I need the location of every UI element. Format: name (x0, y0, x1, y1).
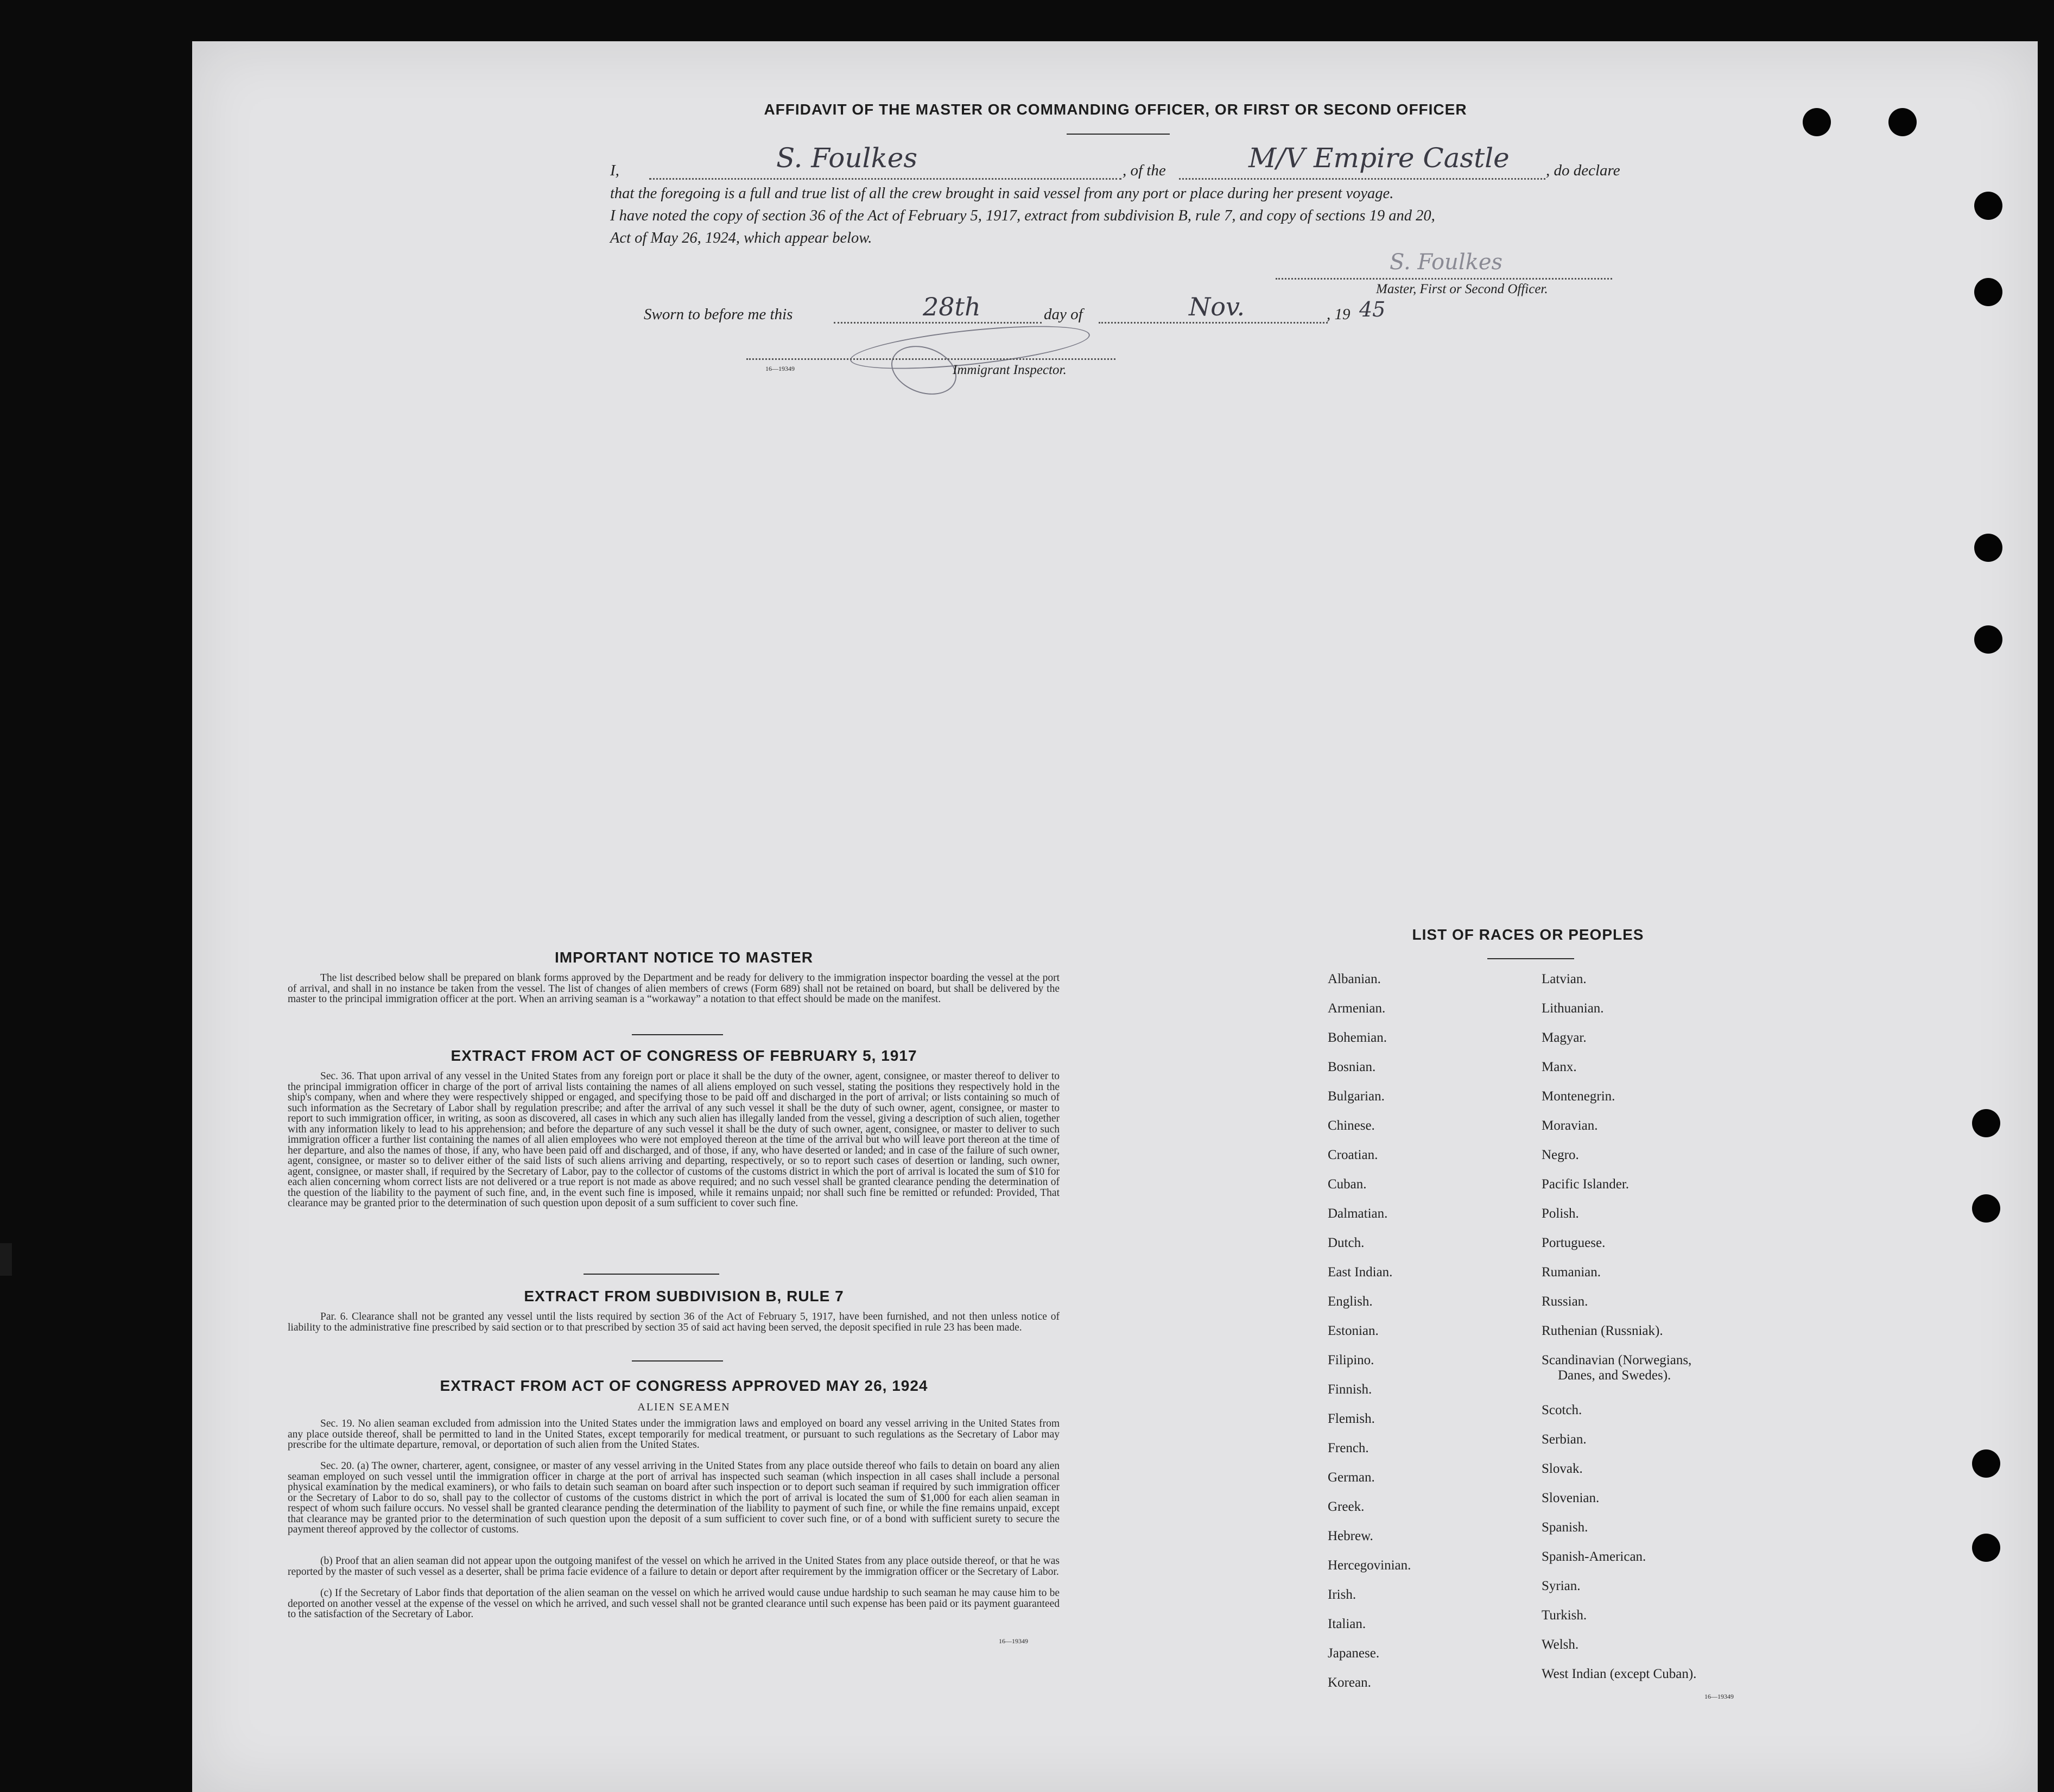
race-entry: Syrian. (1542, 1579, 1581, 1593)
race-entry: Russian. (1542, 1294, 1588, 1309)
race-entry: French. (1328, 1441, 1369, 1455)
do-declare-label: , do declare (1546, 162, 1620, 179)
sec20b-body: (b) Proof that an alien seaman did not appear upon the outgoing manifest of the vessel on which he arrived in the United States from any place outside thereof, or that he was reported by the master of such vessel as a deserter, shall be prima facie evidence of a failure to detain or deport after requirement by the immigration officer or the Secretary of Labor. (288, 1555, 1060, 1578)
of-the-label: , of the (1123, 162, 1166, 179)
race-entry: Scandinavian (Norwegians, (1542, 1353, 1692, 1367)
race-entry: Dalmatian. (1328, 1206, 1388, 1221)
extract-rule7-title: EXTRACT FROM SUBDIVISION B, RULE 7 (524, 1288, 844, 1305)
race-entry: Bosnian. (1328, 1060, 1376, 1074)
race-entry: Filipino. (1328, 1353, 1374, 1367)
race-entry: Lithuanian. (1542, 1001, 1604, 1016)
race-entry: Welsh. (1542, 1637, 1579, 1652)
races-title: LIST OF RACES OR PEOPLES (1412, 926, 1644, 943)
race-entry: Croatian. (1328, 1148, 1378, 1162)
extract-1917-body: Sec. 36. That upon arrival of any vessel in the United States from any foreign port or place it shall be the duty of the owner, agent, consignee, or master thereof to deliver to the principal immigration officer in charge of the port of arrival lists containing the names of all aliens employed on such vessel, stating the positions they respectively hold in the ship's company, when and where they were respectively shipped or engaged, and specifying those to be paid off and discharged in the port of arrival; or lists containing so much of such information as the Secretary of Labor shall by regulation prescribe; and after the arrival of any such vessel it shall be the duty of such owner, agent, consignee, or master to report to such immigration officer, in writing, as soon as discovered, all cases in which any such alien has illegally landed from the vessel, giving a description of such alien, together with any information likely to lead to his apprehension; and before the departure of any such vessel it shall be the duty of such owner, agent, consignee, or master to deliver to such immigration officer a further list containing the names of all alien employees who were not employed thereon at the time of the arrival but who will leave port thereon at the time of her departure, and also the names of those, if any, who have been paid off and discharged, and of those, if any, who have deserted or landed; and in case of the failure of such owner, agent, consignee, or master so to deliver either of the said lists of such aliens arriving and departing, respectively, or so to report such cases of desertion or landing, such owner, agent, consignee, or master shall, if required by the Secretary of Labor, pay to the collector of customs of the customs district in which the port of arrival is located the sum of $10 for each alien concerning whom correct lists are not delivered or a true report is not made as above required; and no such vessel shall be granted clearance pending the determination of the question of the liability to the payment of such fine, and, in the event such fine is imposed, while it remains unpaid; nor shall such fine be remitted or refunded: Provided, That clearance may be granted prior to the determination of such question upon deposit of a sum sufficient to cover such fine. (288, 1071, 1060, 1209)
race-entry: Finnish. (1328, 1382, 1372, 1397)
year-suffix: 45 (1359, 297, 1386, 321)
race-entry: Flemish. (1328, 1411, 1375, 1426)
vessel-name: M/V Empire Castle (1248, 142, 1510, 174)
race-entry: English. (1328, 1294, 1373, 1309)
master-name-line (649, 178, 1121, 180)
divider (584, 1274, 719, 1275)
race-entry: Polish. (1542, 1206, 1579, 1221)
race-entry: Turkish. (1542, 1608, 1587, 1623)
notice-body: The list described below shall be prepared on blank forms approved by the Department and be ready for delivery to the immigration inspector boarding the vessel at the port of arrival, and shall in no instance be taken from the vessel. The list of changes of alien members of crews (Form 689) shall not be retained on board, but shall be delivered by the master to the principal immigration officer at the port. When an arriving seaman is a “workaway” a notation to that effect should be made on the manifest. (288, 972, 1060, 1005)
sworn-month: Nov. (1189, 292, 1245, 321)
race-entry: Ruthenian (Russniak). (1542, 1324, 1663, 1338)
form-number-bottom-left: 16—19349 (999, 1637, 1028, 1645)
race-entry: Portuguese. (1542, 1236, 1606, 1250)
race-entry: Japanese. (1328, 1646, 1380, 1661)
races-divider (1487, 958, 1574, 959)
punch-hole (1974, 278, 2002, 306)
sec19-body: Sec. 19. No alien seaman excluded from admission into the United States under the immigration laws and employed on board any vessel arriving in the United States from any place outside thereof, shall be permitted to land in the United States, except temporarily for medical treatment, or pursuant to such regulations as the Secretary of Labor may prescribe for the ultimate departure, removal, or deportation of such alien from the United States. (288, 1418, 1060, 1451)
race-entry: Dutch. (1328, 1236, 1365, 1250)
race-entry: Rumanian. (1542, 1265, 1601, 1280)
race-entry: Korean. (1328, 1675, 1371, 1690)
inspector-line (746, 358, 1115, 360)
race-entry: Cuban. (1328, 1177, 1367, 1192)
day-of-label: day of (1044, 306, 1083, 323)
master-signature: S. Foulkes (1390, 250, 1503, 275)
race-entry: Hercegovinian. (1328, 1558, 1411, 1573)
divider (632, 1360, 723, 1362)
race-entry: Chinese. (1328, 1118, 1375, 1133)
punch-hole (1974, 192, 2002, 220)
punch-hole (1974, 534, 2002, 562)
affidavit-line-4: Act of May 26, 1924, which appear below. (610, 230, 872, 246)
race-entry: Spanish-American. (1542, 1549, 1646, 1564)
form-number-bottom-right: 16—19349 (1704, 1693, 1734, 1700)
race-entry: Magyar. (1542, 1030, 1587, 1045)
race-entry: West Indian (except Cuban). (1542, 1667, 1697, 1681)
vessel-name-line (1179, 178, 1545, 180)
race-entry: Bulgarian. (1328, 1089, 1385, 1104)
race-entry: Moravian. (1542, 1118, 1598, 1133)
alien-seamen-subtitle: ALIEN SEAMEN (637, 1401, 731, 1413)
race-entry: Albanian. (1328, 972, 1381, 986)
extract-1917-title: EXTRACT FROM ACT OF CONGRESS OF FEBRUARY 5, 1917 (451, 1047, 917, 1064)
race-entry: Bohemian. (1328, 1030, 1387, 1045)
race-entry: Italian. (1328, 1617, 1366, 1631)
punch-hole (1972, 1194, 2000, 1223)
race-entry: Scotch. (1542, 1403, 1582, 1417)
affidavit-line-2: that the foregoing is a full and true list of all the crew brought in said vessel from any port or place during her present voyage. (610, 185, 1394, 202)
race-entry: German. (1328, 1470, 1375, 1485)
signature-line (1276, 278, 1612, 280)
affidavit-i: I, (610, 162, 619, 179)
affidavit-line-3: I have noted the copy of section 36 of the Act of February 5, 1917, extract from subdivision B, rule 7, and copy of sections 19 and 20, (610, 207, 1435, 224)
form-number-top: 16—19349 (765, 365, 795, 372)
race-entry-continued: Danes, and Swedes). (1558, 1368, 1671, 1383)
race-entry: Estonian. (1328, 1324, 1379, 1338)
extract-1924-title: EXTRACT FROM ACT OF CONGRESS APPROVED MAY 26, 1924 (440, 1377, 928, 1394)
extract-rule7-body: Par. 6. Clearance shall not be granted any vessel until the lists required by section 36 of the Act of February 5, 1917, have been furnished, and not then unless notice of liability to the administrative fine prescribed by said section or to that prescribed by section 35 of said act having been served, the deposit specified in rule 23 has been made. (288, 1311, 1060, 1333)
punch-hole (1888, 108, 1917, 136)
sworn-prefix: Sworn to before me this (644, 306, 793, 323)
master-caption: Master, First or Second Officer. (1376, 282, 1548, 296)
race-entry: Greek. (1328, 1499, 1365, 1514)
race-entry: Negro. (1542, 1148, 1579, 1162)
punch-hole (1974, 625, 2002, 654)
race-entry: Manx. (1542, 1060, 1577, 1074)
affidavit-title: AFFIDAVIT OF THE MASTER OR COMMANDING OFFICER, OR FIRST OR SECOND OFFICER (764, 101, 1467, 118)
master-name: S. Foulkes (776, 142, 918, 174)
sworn-month-line (1099, 322, 1328, 324)
race-entry: Slovak. (1542, 1461, 1583, 1476)
race-entry: Serbian. (1542, 1432, 1587, 1447)
race-entry: East Indian. (1328, 1265, 1393, 1280)
year-prefix: , 19 (1327, 306, 1351, 323)
title-divider (1067, 134, 1170, 135)
punch-hole (1972, 1109, 2000, 1137)
race-entry: Latvian. (1542, 972, 1587, 986)
sec20c-body: (c) If the Secretary of Labor finds that deportation of the alien seaman on the vessel on which he arrived would cause undue hardship to such seaman he may cause him to be deported on another vessel at the expense of the vessel on which he arrived, and such vessel shall not be granted clearance until such expense has been paid or its payment guaranteed to the satisfaction of the Secretary of Labor. (288, 1587, 1060, 1620)
race-entry: Armenian. (1328, 1001, 1386, 1016)
race-entry: Irish. (1328, 1587, 1356, 1602)
race-entry: Pacific Islander. (1542, 1177, 1630, 1192)
punch-hole (1803, 108, 1831, 136)
notice-title: IMPORTANT NOTICE TO MASTER (554, 949, 814, 966)
sec20a-body: Sec. 20. (a) The owner, charterer, agent, consignee, or master of any vessel arriving in the United States from any place outside thereof who fails to detain on board any alien seaman employed on such vessel until the immigration officer in charge at the port of arrival has inspected such seaman (which inspection in all cases shall include a personal physical examination by the medical examiners), or who fails to detain such seaman on board after such inspection or to deport such seaman if required by such immigration officer or the Secretary of Labor to do so, shall pay to the collector of customs of the customs district in which the port of arrival is located the sum of $1,000 for each alien seaman in respect of whom such failure occurs. No vessel shall be granted clearance pending the determination of the liability to payment of such fine, or while the fine remains unpaid, except that clearance may be granted prior to the determination of such question upon the deposit of a sum sufficient to cover such fine, or of a bond with sufficient surety to secure the payment thereof approved by the collector of customs. (288, 1460, 1060, 1535)
race-entry: Hebrew. (1328, 1529, 1373, 1543)
inspector-caption: Immigrant Inspector. (953, 363, 1067, 377)
sworn-day-line (834, 322, 1042, 324)
sworn-day: 28th (923, 292, 981, 321)
divider (632, 1034, 723, 1035)
race-entry: Montenegrin. (1542, 1089, 1615, 1104)
race-entry: Spanish. (1542, 1520, 1588, 1535)
punch-hole (1972, 1534, 2000, 1562)
scan-edge-mark (0, 1243, 12, 1276)
race-entry: Slovenian. (1542, 1491, 1600, 1505)
punch-hole (1972, 1449, 2000, 1478)
